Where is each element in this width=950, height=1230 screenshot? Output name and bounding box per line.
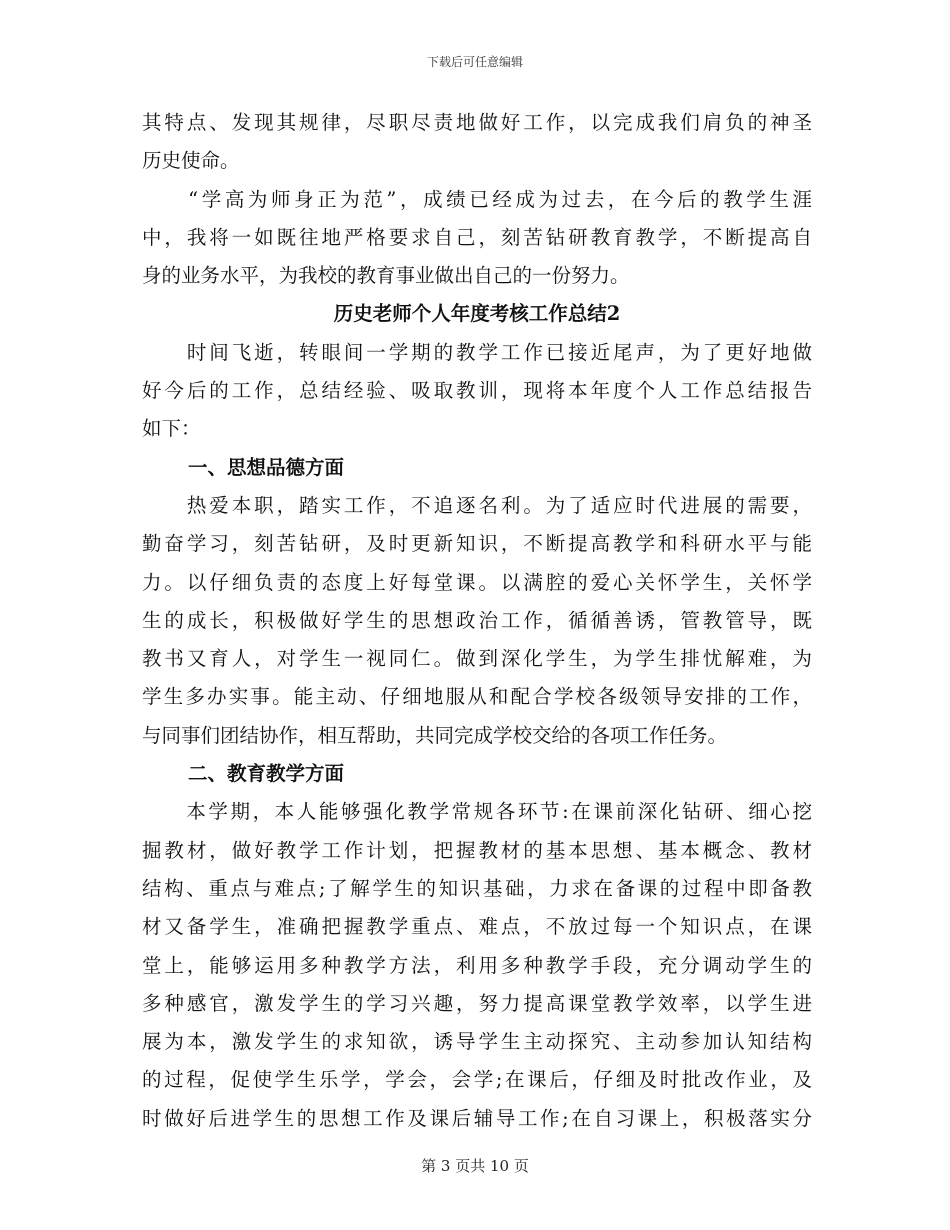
text-line: 的过程，促使学生乐学，学会，会学;在课后，仔细及时批改作业，及 bbox=[142, 1068, 812, 1092]
text-line: 时间飞逝，转眼间一学期的教学工作已接近尾声，为了更好地做 bbox=[142, 340, 812, 364]
text-line: “学高为师身正为范”，成绩已经成为过去，在今后的教学生涯 bbox=[142, 187, 812, 211]
text-line: 好今后的工作，总结经验、吸取教训，现将本年度个人工作总结报告 bbox=[142, 379, 812, 403]
text-line: 本学期，本人能够强化教学常规各环节:在课前深化钻研、细心挖 bbox=[142, 800, 812, 824]
document-body bbox=[142, 104, 812, 1138]
text-line: 与同事们团结协作，相互帮助，共同完成学校交给的各项工作任务。 bbox=[142, 723, 728, 747]
text-line: 结构、重点与难点;了解学生的知识基础，力求在备课的过程中即备教 bbox=[142, 876, 812, 900]
text-line: 身的业务水平，为我校的教育事业做出自己的一份努力。 bbox=[142, 264, 630, 288]
text-line: 时做好后进学生的思想工作及课后辅导工作;在自习课上，积极落实分 bbox=[142, 1106, 812, 1130]
text-line: 多种感官，激发学生的学习兴趣，努力提高课堂教学效率，以学生进 bbox=[142, 991, 812, 1015]
text-line: 材又备学生，准确把握教学重点、难点，不放过每一个知识点，在课 bbox=[142, 915, 812, 939]
paragraph-5 bbox=[142, 793, 812, 1138]
text-line: 堂上，能够运用多种教学方法，利用多种教学手段，充分调动学生的 bbox=[142, 953, 812, 977]
text-line: 学生多办实事。能主动、仔细地服从和配合学校各级领导安排的工作， bbox=[142, 685, 812, 709]
paragraph-2 bbox=[142, 181, 812, 296]
text-line: 如下： bbox=[142, 417, 201, 441]
paragraph-4 bbox=[142, 487, 812, 755]
text-line: 掘教材，做好教学工作计划，把握教材的基本思想、基本概念、教材 bbox=[142, 838, 812, 862]
section-title: 历史老师个人年度考核工作总结2 bbox=[333, 302, 621, 326]
text-line: 生的成长，积极做好学生的思想政治工作，循循善诱，管教管导，既 bbox=[142, 608, 812, 632]
text-line: 其特点、发现其规律，尽职尽责地做好工作，以完成我们肩负的神圣 bbox=[142, 111, 812, 134]
paragraph-3 bbox=[142, 334, 812, 449]
text-line: 教书又育人，对学生一视同仁。做到深化学生，为学生排忧解难，为 bbox=[142, 647, 812, 671]
page-header: 下载后可任意编辑 bbox=[426, 55, 523, 69]
text-line: 历史使命。 bbox=[142, 149, 240, 173]
text-line: 勤奋学习，刻苦钻研，及时更新知识，不断提高教学和科研水平与能 bbox=[142, 532, 812, 556]
heading-teaching: 二、教育教学方面 bbox=[188, 762, 345, 786]
heading-moral: 一、思想品德方面 bbox=[188, 455, 345, 479]
page-footer: 第 3 页共 10 页 bbox=[421, 1157, 529, 1175]
paragraph-1 bbox=[142, 104, 812, 181]
text-line: 展为本，激发学生的求知欲，诱导学生主动探究、主动参加认知结构 bbox=[142, 1030, 812, 1054]
text-line: 热爱本职，踏实工作，不追逐名利。为了适应时代进展的需要， bbox=[142, 493, 812, 517]
text-line: 力。以仔细负责的态度上好每堂课。以满腔的爱心关怀学生，关怀学 bbox=[142, 570, 812, 594]
text-line: 中，我将一如既往地严格要求自己，刻苦钻研教育教学，不断提高自 bbox=[142, 225, 812, 249]
